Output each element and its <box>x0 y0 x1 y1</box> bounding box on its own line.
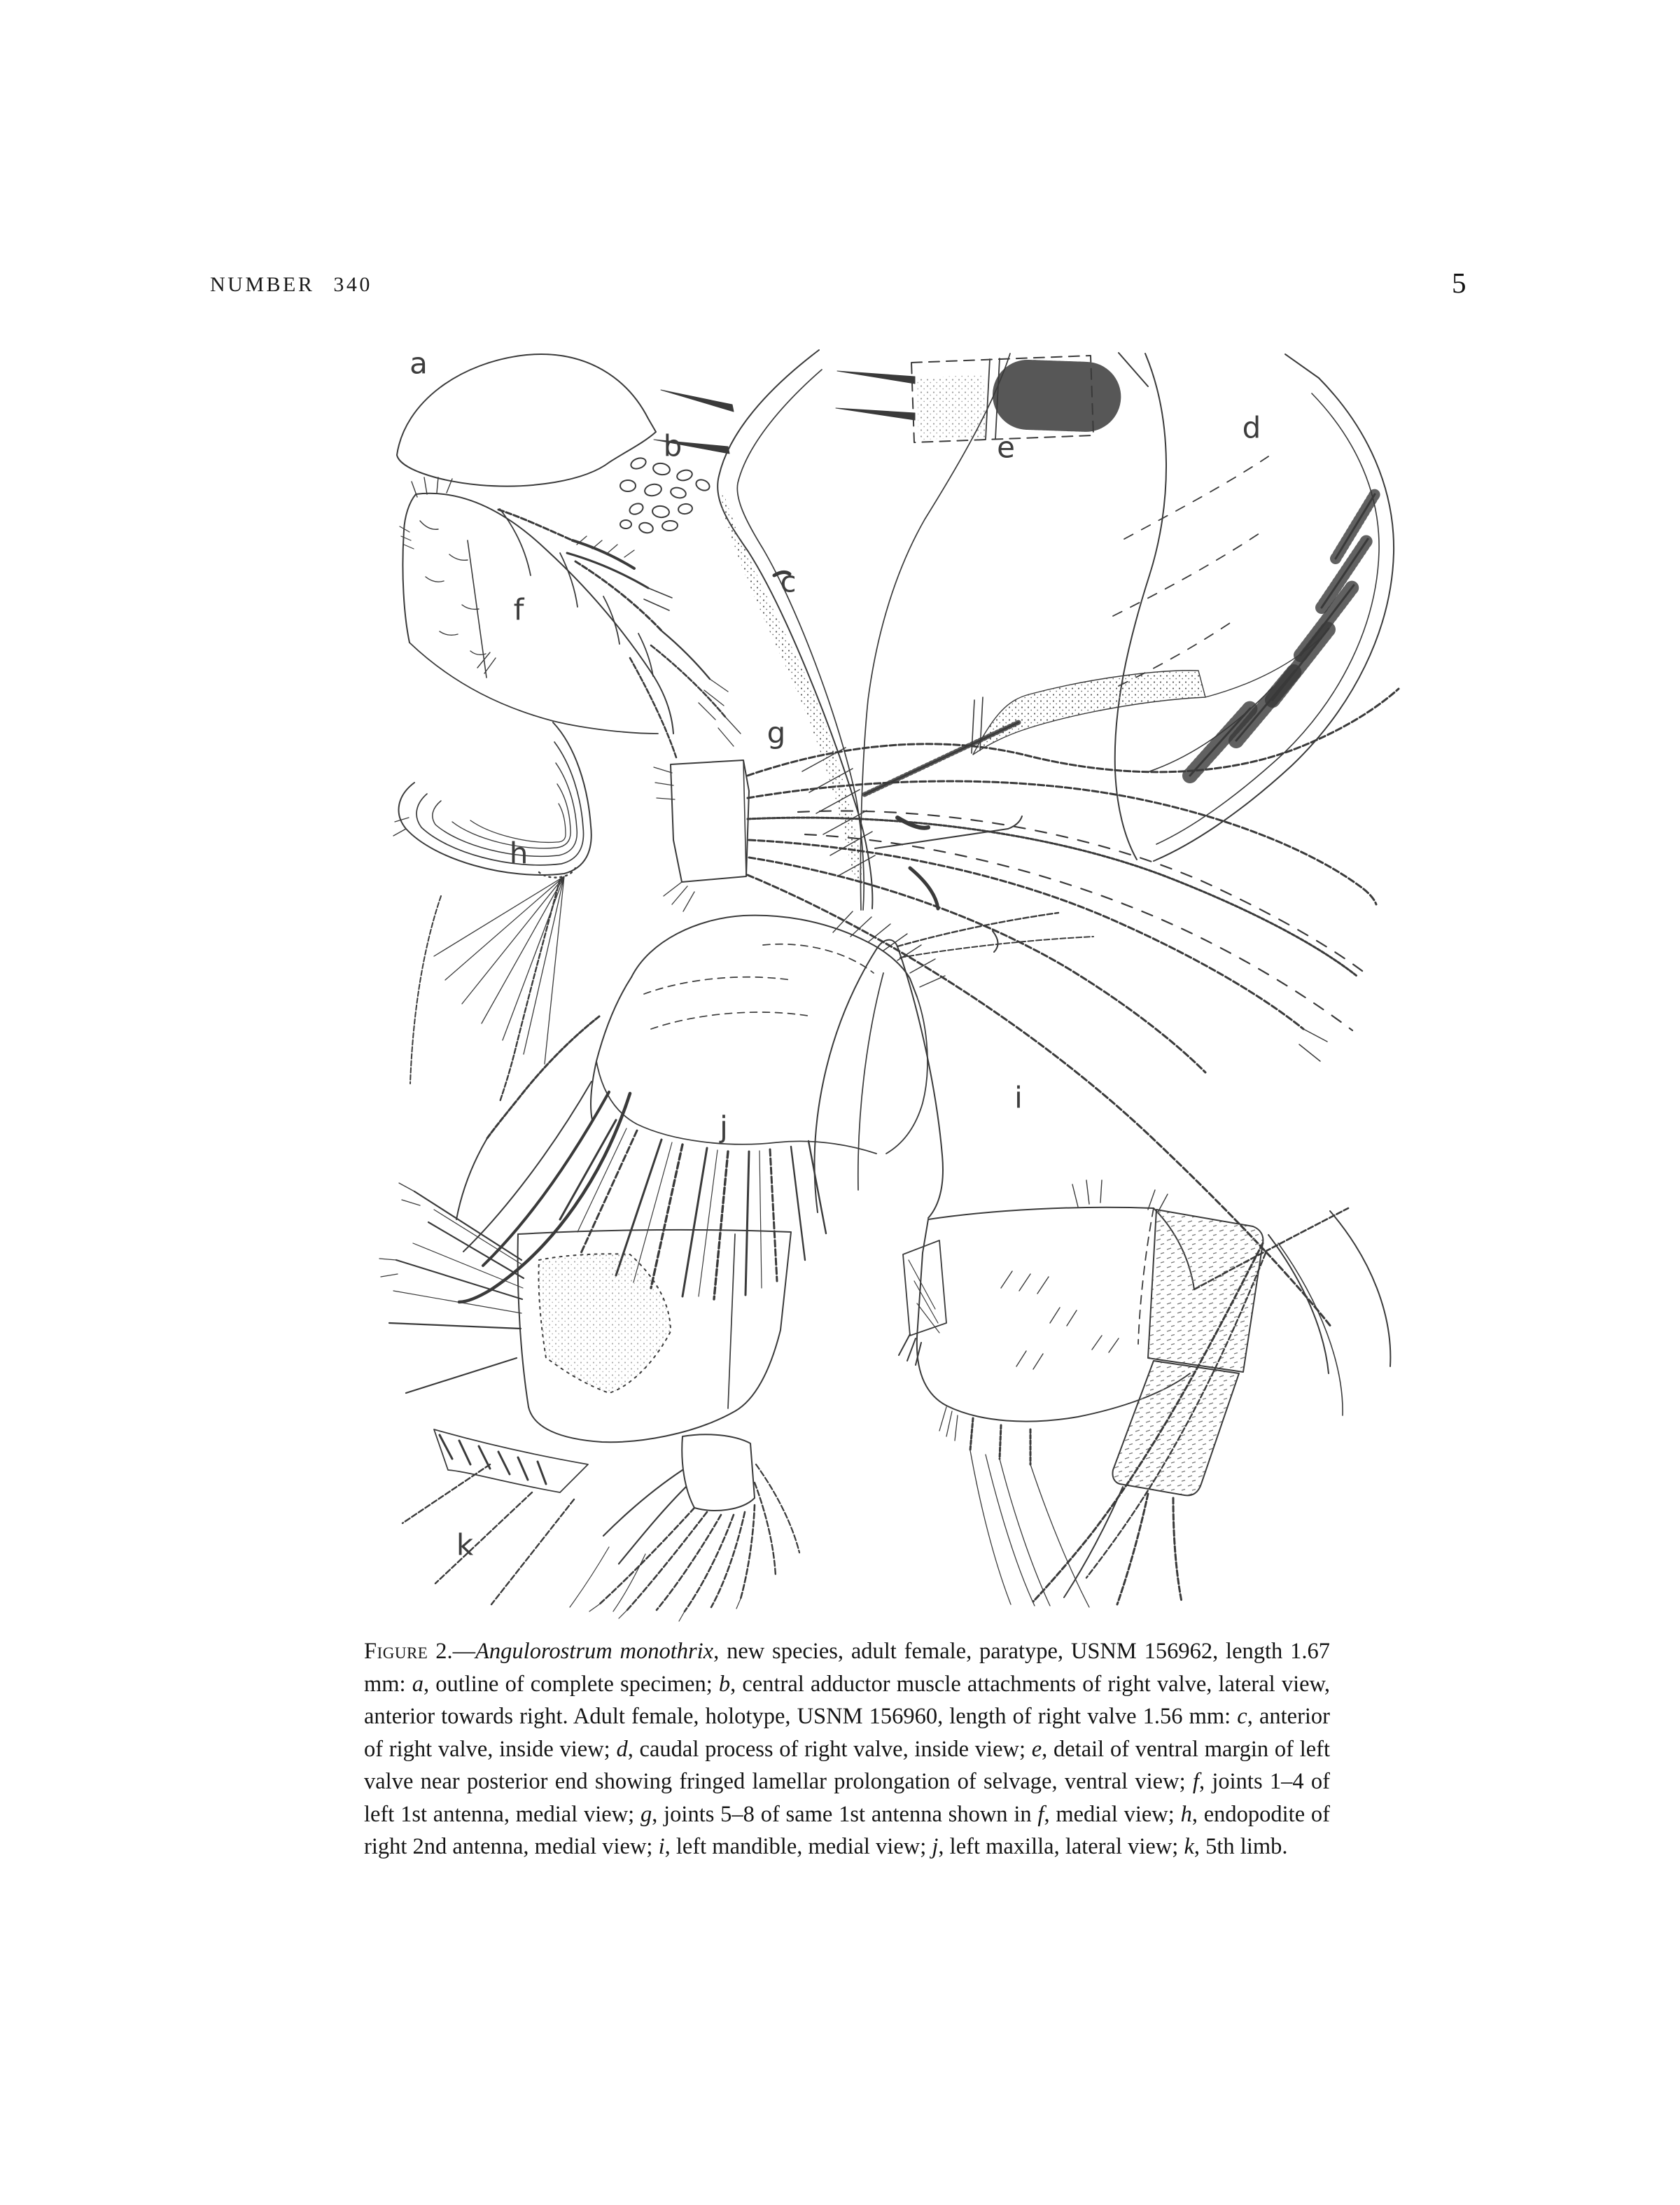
figure-label-d: d <box>1242 410 1261 445</box>
drawing-k-fifth-limb <box>379 1183 799 1621</box>
figure-label-f: f <box>513 592 524 627</box>
drawing-a-carapace <box>397 354 656 486</box>
figure-label-c: c <box>780 564 797 599</box>
drawing-i-mandible <box>815 913 1391 1607</box>
drawing-e-selvage-detail <box>836 356 1093 442</box>
figure-label-e: e <box>997 430 1015 465</box>
drawing-b-muscle-scars <box>620 456 711 535</box>
page-number: 5 <box>1452 267 1466 299</box>
drawing-f-antenna-joints-1-4 <box>400 477 741 757</box>
feather-setae <box>1190 494 1375 776</box>
figure-label-a: a <box>410 346 428 381</box>
figure-label-b: b <box>663 428 682 463</box>
drawing-j-maxilla <box>456 911 945 1302</box>
figure-label-h: h <box>509 836 528 871</box>
drawing-h-endopodite <box>393 722 592 1102</box>
figure-label-j: j <box>720 1110 728 1144</box>
figure-label-i: i <box>1014 1080 1023 1115</box>
figure-label-k: k <box>456 1527 474 1562</box>
figure-label-g: g <box>766 715 786 750</box>
journal-number: NUMBER 340 <box>210 273 372 296</box>
figure-caption: Figure 2.—Angulorostrum monothrix, new species, adult female, paratype, USNM 156962, length 1.67 mm: a, outline of complete specimen; b, central adductor muscle attachments of right valve, lateral view, anterior towards right. Adult female, holotype, USNM 156960, length of right valve 1.56 mm: c, anterior of right valve, inside view; d, caudal process of right valve, inside view; e, detail of ventral margin of left valve near posterior end showing fringed lamellar prolongation of selvage, ventral view; f, joints 1–4 of left 1st antenna, medial view; g, joints 5–8 of same 1st antenna shown in f, medial view; h, endopodite of right 2nd antenna, medial view; i, left mandible, medial view; j, left maxilla, lateral view; k, 5th limb. <box>364 1639 1331 1859</box>
